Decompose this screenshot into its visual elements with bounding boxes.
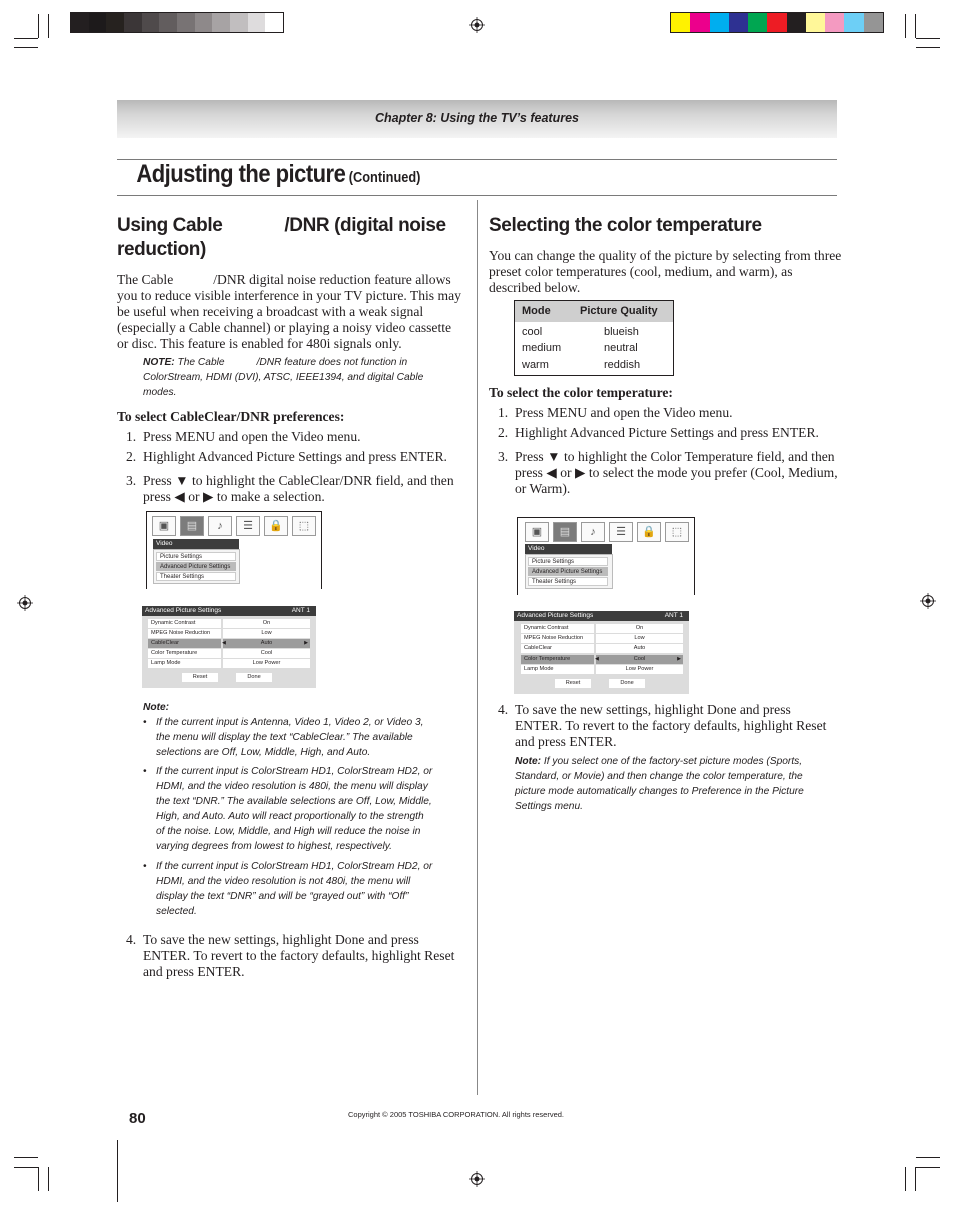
- picture-mode-icon: ▣: [152, 516, 176, 536]
- cableclear-heading-line2: reduction): [117, 239, 206, 260]
- video-menu-title: Video: [525, 544, 612, 554]
- video-menu-title: Video: [153, 539, 239, 549]
- down-arrow-icon: ▼: [547, 449, 561, 464]
- aps-header: Advanced Picture Settings ANT 1: [142, 606, 316, 616]
- grayscale-calibration-bar: [70, 12, 284, 33]
- right-step-4: 4. To save the new settings, highlight Done and press ENTER. To revert to the factory defaults, highlight Reset and press ENTER.: [498, 702, 827, 749]
- video-item-advanced-picture-settings[interactable]: Advanced Picture Settings: [156, 562, 236, 571]
- aps-row[interactable]: Color Temperature Cool: [148, 649, 310, 658]
- left-note-bullet: • If the current input is Antenna, Video 1, Video 2, or Video 3, the menu will display the text “CableClear.” The available selections are Off, Low, Middle, High, and Auto.: [143, 717, 424, 758]
- calibration-swatch: [230, 13, 248, 32]
- calibration-swatch: [864, 13, 883, 32]
- color-temperature-heading: Selecting the color temperature: [489, 215, 762, 236]
- left-note-label: Note:: [143, 702, 170, 713]
- calibration-swatch: [767, 13, 786, 32]
- calibration-swatch: [212, 13, 230, 32]
- aps-row[interactable]: Dynamic Contrast On: [148, 619, 310, 628]
- left-step-3: 3. Press ▼ to highlight the CableClear/DNR field, and then press ◀ or ▶ to make a selection.: [126, 473, 454, 504]
- calibration-swatch: [89, 13, 107, 32]
- color-temperature-intro: You can change the quality of the picture by selecting from three preset color temperatures (cool, medium, and warm), as described below.: [489, 248, 842, 295]
- left-arrow-icon: ◀: [222, 640, 226, 646]
- left-step-1: 1. Press MENU and open the Video menu.: [126, 429, 361, 444]
- cableclear-note: NOTE: The Cable /DNR feature does not function in ColorStream, HDMI (DVI), ATSC, IEEE1394, and digital Cable modes.: [143, 357, 424, 398]
- left-arrow-icon: ◀: [546, 465, 557, 480]
- left-step-4: 4. To save the new settings, highlight Done and press ENTER. To revert to the factory defaults, highlight Reset and press ENTER.: [126, 932, 455, 979]
- table-cell: reddish: [604, 359, 641, 371]
- aps-row-selected[interactable]: CableClear Auto ◀ ▶: [148, 639, 310, 648]
- video-icon: ▤: [180, 516, 204, 536]
- aps-header: Advanced Picture Settings ANT 1: [514, 611, 689, 621]
- calibration-swatch: [729, 13, 748, 32]
- left-step-2: 2. Highlight Advanced Picture Settings and press ENTER.: [126, 449, 447, 464]
- right-arrow-icon: ▶: [202, 489, 214, 504]
- title-rule-bottom: [117, 195, 837, 196]
- calibration-swatch: [806, 13, 825, 32]
- table-header-quality: Picture Quality: [580, 305, 658, 317]
- applications-icon: ⬚: [292, 516, 316, 536]
- color-calibration-bar: [670, 12, 884, 33]
- table-cell: medium: [522, 342, 562, 354]
- calibration-swatch: [159, 13, 177, 32]
- calibration-swatch: [265, 13, 283, 32]
- table-cell: blueish: [604, 326, 639, 338]
- left-note-bullet: • If the current input is ColorStream HD1, ColorStream HD2, or HDMI, and the video resolution is not 480i, the menu will display the text “DNR” and will be “grayed out” with “Off” selected.: [143, 861, 433, 917]
- video-menu-list: [153, 549, 240, 584]
- calibration-swatch: [787, 13, 806, 32]
- cableclear-subhead: To select CableClear/DNR preferences:: [117, 409, 345, 424]
- video-item-theater-settings[interactable]: Theater Settings: [528, 577, 608, 586]
- right-step-2: 2. Highlight Advanced Picture Settings and press ENTER.: [498, 425, 819, 440]
- aps-row[interactable]: Lamp Mode Low Power: [521, 665, 683, 674]
- calibration-swatch: [142, 13, 160, 32]
- registration-mark-bottom-icon: [469, 1171, 485, 1187]
- video-item-picture-settings[interactable]: Picture Settings: [156, 552, 236, 561]
- aps-row[interactable]: Lamp Mode Low Power: [148, 659, 310, 668]
- calibration-swatch: [195, 13, 213, 32]
- chapter-title: Chapter 8: Using the TV’s features: [375, 111, 579, 125]
- registration-mark-right-icon: [920, 593, 936, 609]
- video-menu-list: [525, 554, 613, 589]
- left-arrow-icon: ◀: [595, 656, 599, 662]
- calibration-swatch: [71, 13, 89, 32]
- table-cell: cool: [522, 326, 543, 338]
- video-item-theater-settings[interactable]: Theater Settings: [156, 572, 236, 581]
- registration-mark-top-icon: [469, 17, 485, 33]
- left-note-bullet: • If the current input is ColorStream HD1, ColorStream HD2, or HDMI, and the video resolution is 480i, the menu will display the text “DNR.” The available selections are Off, Low, Middle, High, and Auto. Auto will react proportionally to the strength of the noise. Low, Middle, and High will reduce the noise in varying degrees from lowest to highest, respectively.: [143, 766, 433, 852]
- right-note: Note: If you select one of the factory-set picture modes (Sports, Standard, or Movie) and then change the color temperature, the picture mode automatically changes to Preference in the Picture Settings menu.: [515, 756, 804, 812]
- cableclear-intro: The Cable /DNR digital noise reduction feature allows you to reduce visible interference in your TV picture. This may be useful when receiving a broadcast with a weak signal (especially a Cable channel) or playing a noisy video cassette or disc. This feature is enabled for 480i signals only.: [117, 272, 461, 351]
- aps-row[interactable]: MPEG Noise Reduction Low: [148, 629, 310, 638]
- calibration-swatch: [825, 13, 844, 32]
- page-number: 80: [129, 1110, 146, 1127]
- right-arrow-icon: ▶: [304, 640, 308, 646]
- table-header-mode: Mode: [522, 305, 551, 317]
- aps-row[interactable]: CableClear Auto: [521, 644, 683, 653]
- video-menu-screenshot-left: [146, 511, 322, 589]
- down-arrow-icon: ▼: [175, 473, 189, 488]
- applications-icon: ⬚: [665, 522, 689, 542]
- video-menu-screenshot-right: [517, 517, 695, 595]
- done-button[interactable]: Done: [236, 673, 272, 682]
- video-item-picture-settings[interactable]: Picture Settings: [528, 557, 608, 566]
- left-arrow-icon: ◀: [174, 489, 185, 504]
- right-arrow-icon: ▶: [677, 656, 681, 662]
- calibration-swatch: [690, 13, 709, 32]
- done-button[interactable]: Done: [609, 679, 645, 688]
- registration-mark-left-icon: [17, 595, 33, 611]
- table-cell: neutral: [604, 342, 638, 354]
- picture-mode-icon: ▣: [525, 522, 549, 542]
- calibration-swatch: [710, 13, 729, 32]
- color-temperature-subhead: To select the color temperature:: [489, 385, 673, 400]
- setup-icon: ☰: [609, 522, 633, 542]
- calibration-swatch: [177, 13, 195, 32]
- reset-button[interactable]: Reset: [182, 673, 218, 682]
- video-icon: ▤: [553, 522, 577, 542]
- advanced-picture-settings-right: [514, 611, 689, 694]
- advanced-picture-settings-left: [142, 606, 316, 688]
- setup-icon: ☰: [236, 516, 260, 536]
- color-temperature-table: [514, 300, 674, 376]
- right-arrow-icon: ▶: [574, 465, 586, 480]
- audio-icon: ♪: [581, 522, 605, 542]
- cableclear-heading: Using Cable /DNR (digital noise: [117, 215, 446, 236]
- page-title: [136, 160, 420, 189]
- calibration-swatch: [124, 13, 142, 32]
- table-cell: warm: [522, 359, 549, 371]
- lock-icon: 🔒: [264, 516, 288, 536]
- aps-row[interactable]: Dynamic Contrast On: [521, 624, 683, 633]
- calibration-swatch: [748, 13, 767, 32]
- aps-row-selected[interactable]: Color Temperature Cool ◀ ▶: [521, 655, 683, 664]
- calibration-swatch: [671, 13, 690, 32]
- page-title-suffix: (Continued): [348, 170, 421, 186]
- copyright: Copyright © 2005 TOSHIBA CORPORATION. All rights reserved.: [348, 1110, 565, 1119]
- column-divider: [477, 200, 478, 1095]
- calibration-swatch: [844, 13, 863, 32]
- aps-row[interactable]: MPEG Noise Reduction Low: [521, 634, 683, 643]
- audio-icon: ♪: [208, 516, 232, 536]
- page-title-text: Adjusting the picture: [136, 160, 346, 188]
- reset-button[interactable]: Reset: [555, 679, 591, 688]
- calibration-swatch: [106, 13, 124, 32]
- video-item-advanced-picture-settings[interactable]: Advanced Picture Settings: [528, 567, 608, 576]
- lock-icon: 🔒: [637, 522, 661, 542]
- right-step-1: 1. Press MENU and open the Video menu.: [498, 405, 733, 420]
- right-step-3: 3. Press ▼ to highlight the Color Temperature field, and then press ◀ or ▶ to select the mode you prefer (Cool, Medium, or Warm).: [498, 449, 838, 496]
- calibration-swatch: [248, 13, 266, 32]
